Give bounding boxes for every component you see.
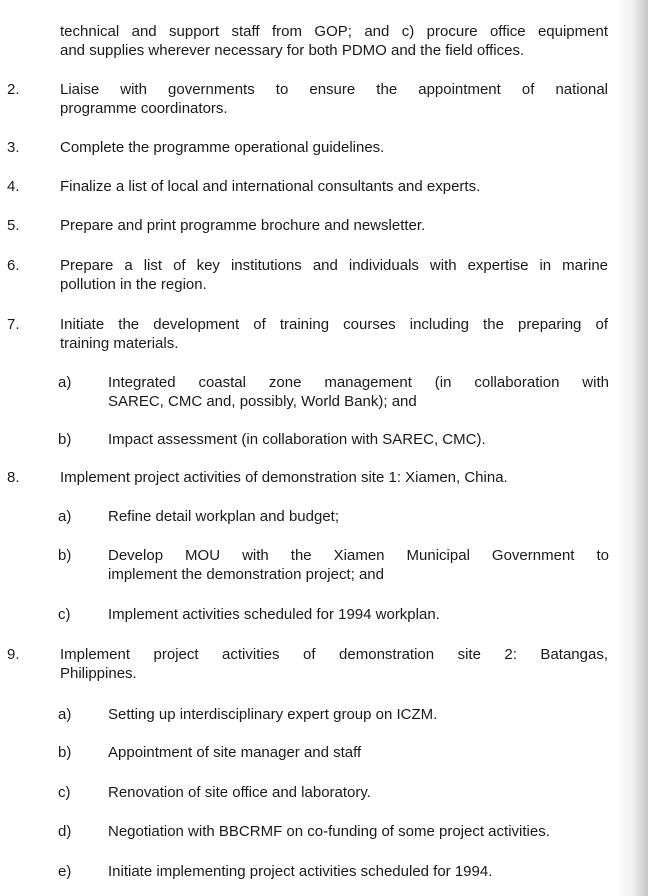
- scan-edge-shadow: [614, 0, 648, 896]
- sub-item-label: b): [58, 744, 72, 761]
- sub-item-text: Renovation of site office and laboratory.: [108, 784, 371, 801]
- sub-item-line-2: implement the demonstration project; and: [108, 566, 384, 583]
- sub-item-text: [108, 546, 609, 584]
- item-number: 6.: [7, 257, 20, 274]
- item-number: 7.: [7, 316, 20, 333]
- sub-item-label: d): [58, 823, 72, 840]
- item-text: [60, 645, 608, 683]
- item-number: 2.: [7, 81, 20, 98]
- sub-item-label: a): [58, 706, 72, 723]
- sub-item-text: Setting up interdisciplinary expert group on ICZM.: [108, 706, 438, 723]
- item-line-2: training materials.: [60, 335, 179, 352]
- intro-line-1: technical and support staff from GOP; and c) procure office equipment: [60, 23, 608, 40]
- sub-item-line-1: Develop MOU with the Xiamen Municipal Government to: [108, 547, 609, 564]
- item-line-2: Philippines.: [60, 665, 137, 682]
- sub-item-line-1: Integrated coastal zone management (in collaboration with: [108, 374, 609, 391]
- item-text: Complete the programme operational guidelines.: [60, 139, 385, 156]
- sub-item-text: Appointment of site manager and staff: [108, 744, 362, 761]
- intro-line-2: and supplies wherever necessary for both PDMO and the field offices.: [60, 42, 525, 59]
- item-text: [60, 256, 608, 294]
- sub-item-label: e): [58, 863, 72, 880]
- sub-item-label: b): [58, 431, 72, 448]
- sub-item-label: c): [58, 606, 71, 623]
- item-text: Implement project activities of demonstration site 1: Xiamen, China.: [60, 469, 508, 486]
- item-line-1: Prepare a list of key institutions and individuals with expertise in marine: [60, 257, 608, 274]
- sub-item-text: Initiate implementing project activities scheduled for 1994.: [108, 863, 493, 880]
- sub-item-label: a): [58, 508, 72, 525]
- intro-text: [60, 22, 608, 60]
- sub-item-text: [108, 373, 609, 411]
- item-text: Finalize a list of local and international consultants and experts.: [60, 178, 481, 195]
- item-line-1: Implement project activities of demonstration site 2: Batangas,: [60, 646, 608, 663]
- sub-item-text: Impact assessment (in collaboration with SAREC, CMC).: [108, 431, 486, 448]
- item-number: 9.: [7, 646, 20, 663]
- item-line-2: pollution in the region.: [60, 276, 207, 293]
- item-text: [60, 80, 608, 118]
- item-number: 8.: [7, 469, 20, 486]
- item-text: [60, 315, 608, 353]
- sub-item-text: Negotiation with BBCRMF on co-funding of some project activities.: [108, 823, 550, 840]
- item-number: 3.: [7, 139, 20, 156]
- sub-item-text: Implement activities scheduled for 1994 workplan.: [108, 606, 440, 623]
- sub-item-label: b): [58, 547, 72, 564]
- item-number: 5.: [7, 217, 20, 234]
- item-line-1: Liaise with governments to ensure the appointment of national: [60, 81, 608, 98]
- item-line-1: Initiate the development of training courses including the preparing of: [60, 316, 608, 333]
- sub-item-label: c): [58, 784, 71, 801]
- sub-item-label: a): [58, 374, 72, 391]
- item-number: 4.: [7, 178, 20, 195]
- sub-item-text: Refine detail workplan and budget;: [108, 508, 339, 525]
- item-text: Prepare and print programme brochure and newsletter.: [60, 217, 426, 234]
- sub-item-line-2: SAREC, CMC and, possibly, World Bank); and: [108, 393, 417, 410]
- item-line-2: programme coordinators.: [60, 100, 228, 117]
